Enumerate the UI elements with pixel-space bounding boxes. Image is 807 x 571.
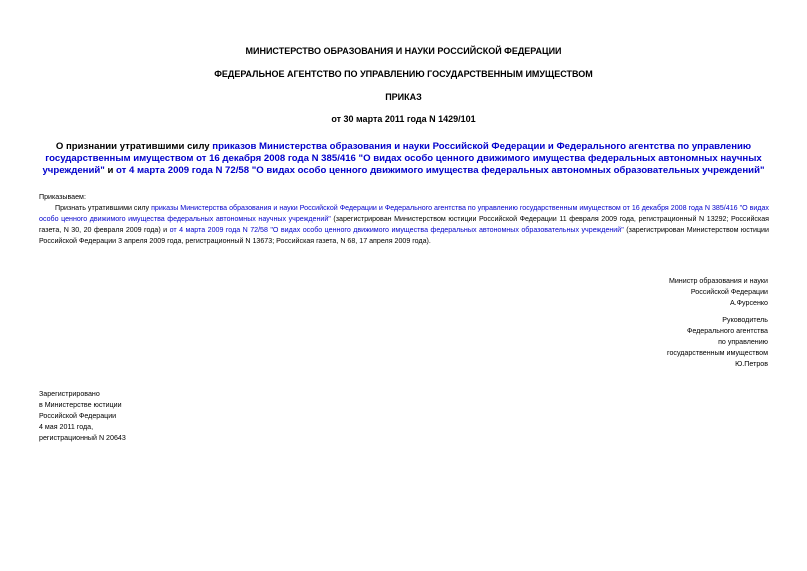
- document-body: [39, 192, 769, 247]
- registration-line4: 4 мая 2011 года,: [39, 423, 94, 431]
- signature-agency-head: [518, 315, 768, 370]
- signature-agency-name: Ю.Петров: [735, 360, 768, 368]
- title-text-2: и: [104, 165, 117, 176]
- signature-agency-line3: по управлению: [718, 338, 768, 346]
- registration-note: [39, 389, 289, 444]
- registration-line2: в Министерстве юстиции: [39, 401, 122, 409]
- signature-minister-line2: Российской Федерации: [690, 288, 768, 296]
- date-number-heading: от 30 марта 2011 года N 1429/101: [331, 114, 476, 124]
- document-title: [36, 141, 771, 177]
- body-intro: Приказываем:: [39, 193, 86, 201]
- title-link-order-72-58[interactable]: от 4 марта 2009 года N 72/58 "О видах особо ценного движимого имущества федеральных автономных образовательных учреждений": [116, 165, 765, 176]
- body-text-mid: (зарегистрирован Министерством юстиции Российской Федерации 11 февраля 2009 года, регистрационный N 13292; Российская газета, N 30, 20 февраля 2009 года) и: [39, 215, 769, 234]
- registration-line1: Зарегистрировано: [39, 390, 100, 398]
- body-link-order-72-58[interactable]: от 4 марта 2009 года N 72/58 "О видах особо ценного движимого имущества федеральных автономных образовательных учреждений": [169, 226, 624, 234]
- body-paragraph: [39, 203, 769, 247]
- signature-agency-line1: Руководитель: [722, 316, 768, 324]
- signature-minister: [518, 276, 768, 309]
- body-text-start: Признать утратившими силу: [55, 204, 152, 212]
- doc-type-heading: ПРИКАЗ: [385, 92, 422, 102]
- registration-line5: регистрационный N 20643: [39, 434, 126, 442]
- signature-minister-name: А.Фурсенко: [729, 299, 768, 307]
- title-link-order-385-416[interactable]: приказов Министерства образования и науки Российской Федерации и Федерального агентства по управлению государственным имуществом от 16 декабря 2008 года N 385/416 "О видах особо ценного движимого имущества федеральных автономных научных учреждений": [42, 141, 762, 176]
- body-text-end: (зарегистрирован Министерством юстиции Российской Федерации 3 апреля 2009 года, регистрационный N 13673; Российская газета, N 68, 17 апреля 2009 года).: [39, 226, 769, 245]
- ministry-heading: МИНИСТЕРСТВО ОБРАЗОВАНИЯ И НАУКИ РОССИЙСКОЙ ФЕДЕРАЦИИ: [245, 46, 562, 56]
- body-link-order-385-416[interactable]: приказы Министерства образования и науки Российской Федерации и Федерального агентства по управлению государственным имуществом от 16 декабря 2008 года N 385/416 "О видах особо ценного движимого имущества федеральных автономных научных учреждений": [39, 204, 769, 223]
- signature-agency-line4: государственным имуществом: [667, 349, 768, 357]
- registration-line3: Российской Федерации: [39, 412, 117, 420]
- signature-agency-line2: Федерального агентства: [686, 327, 768, 335]
- signature-minister-line1: Министр образования и науки: [668, 277, 768, 285]
- agency-heading: ФЕДЕРАЛЬНОЕ АГЕНТСТВО ПО УПРАВЛЕНИЮ ГОСУДАРСТВЕННЫМ ИМУЩЕСТВОМ: [214, 69, 593, 79]
- title-text-1: О признании утратившими силу: [55, 141, 213, 152]
